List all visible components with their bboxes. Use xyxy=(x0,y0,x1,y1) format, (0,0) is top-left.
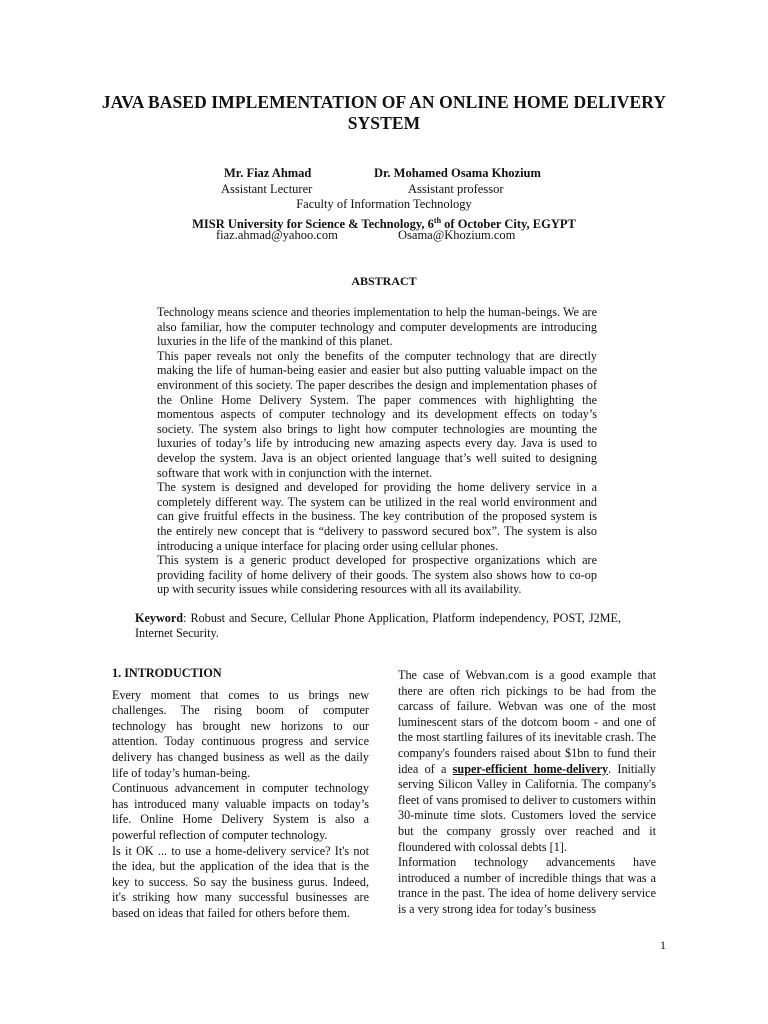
author-1-role: Assistant Lecturer xyxy=(221,181,313,196)
abstract-paragraph: The system is designed and developed for providing the home delivery service in a completely different way. The system can be utilized in the real world environment and can give fruitful effects in the business. The key contribution of the proposed system is the entirely new concept that is “delivery to password secured box”. The system is also introducing a unique interface for placing order using cellular phones. xyxy=(157,480,597,553)
right-column xyxy=(398,668,656,918)
author-2-name: Dr. Mohamed Osama Khozium xyxy=(374,166,541,180)
abstract-paragraph: This paper reveals not only the benefits of the computer technology that are directly making the life of human-being easier and easier but also putting valuable impact on the environment of this society. The paper describes the design and implementation phases of the Online Home Delivery System. The paper commences with highlighting the momentous aspects of computer technology and its development effects on today’s society. The system also brings to light how computer technologies are mounting the luxuries of today’s life by introducing new amazing aspects every day. Java is used to develop the system. Java is an object oriented language that’s well suited to designing software that work with in conjunction with the internet. xyxy=(157,348,597,480)
keyword-label: Keyword xyxy=(135,611,184,625)
author-1-email: fiaz.ahmad@yahoo.com xyxy=(216,228,338,242)
intro-paragraph: Is it OK ... to use a home-delivery service? It's not the idea, but the application of the idea that is the key to success. So say the business gurus. Indeed, it's striking how many successful businesses are based on ideas that failed for others before them. xyxy=(112,843,369,920)
page-number: 1 xyxy=(660,938,666,952)
introduction-heading: 1. INTRODUCTION xyxy=(112,666,222,680)
paper-title: JAVA BASED IMPLEMENTATION OF AN ONLINE HOME DELIVERY SYSTEM xyxy=(101,92,667,133)
left-column xyxy=(112,666,369,922)
author-2-email: Osama@Khozium.com xyxy=(398,228,516,242)
webvan-paragraph: The case of Webvan.com is a good example that there are often rich pickings to be had from the carcass of failure. Webvan was one of the most luminescent stars of the dotcom boom - and one of the most startling failures of its inevitable crash. The company's founders raised about $1bn to fund their idea of a super-efficient home-delivery. Initially serving Silicon Valley in California. The company's fleet of vans promised to deliver to customers within 30-minute time slots. Customers loved the service but the company grossly over reached and it floundered with colossal debts [1]. xyxy=(398,668,656,854)
keywords xyxy=(135,611,621,641)
it-advancements-paragraph: Information technology advancements have introduced a number of incredible things that was a trance in the past. The idea of home delivery service is a very strong idea for today’s business xyxy=(398,855,656,916)
super-efficient-home-delivery-link[interactable]: super-efficient home-delivery xyxy=(452,761,609,776)
abstract-paragraph: Technology means science and theories implementation to help the human-beings. We are also familiar, how the computer technology and computer developments are introducing luxuries in the life of the mankind of this planet. xyxy=(157,305,597,349)
abstract-paragraph: This system is a generic product developed for prospective organizations which are providing facility of home delivery of their goods. The system also shows how to co-op up with security issues while considering resources with all its availability. xyxy=(157,553,597,597)
intro-paragraph: Continuous advancement in computer technology has introduced many valuable impacts on today’s life. Online Home Delivery System is also a powerful reflection of computer technology. xyxy=(112,781,369,842)
intro-paragraph: Every moment that comes to us brings new challenges. The rising boom of computer technology has brought new horizons to our attention. Today continuous progress and service delivery has changed business as well as the daily life of today’s human-being. xyxy=(112,687,369,780)
abstract-heading: ABSTRACT xyxy=(351,274,417,288)
author-block xyxy=(0,166,768,244)
faculty: Faculty of Information Technology xyxy=(296,197,472,211)
author-1-name: Mr. Fiaz Ahmad xyxy=(224,166,312,180)
author-2-role: Assistant professor xyxy=(408,181,504,196)
university: MISR University for Science & Technology, 6th of October City, EGYPT xyxy=(192,215,576,231)
keyword-list: : Robust and Secure, Cellular Phone Application, Platform independency, POST, J2ME, Internet Security. xyxy=(135,611,621,640)
abstract-body xyxy=(157,305,597,597)
